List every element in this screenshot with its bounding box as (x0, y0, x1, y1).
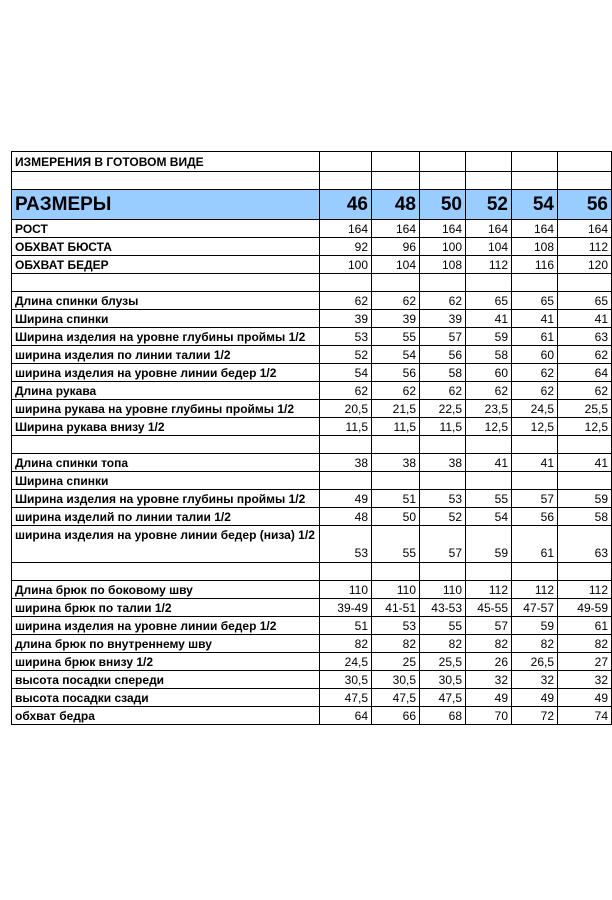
measurement-value: 61 (558, 617, 612, 635)
measurement-value: 63 (558, 526, 612, 563)
measurement-value: 41 (558, 310, 612, 328)
size-header-cell: 54 (512, 190, 558, 220)
measurement-value: 59 (558, 490, 612, 508)
measurement-value: 62 (512, 364, 558, 382)
measurement-value: 49 (558, 689, 612, 707)
measurement-value (558, 472, 612, 490)
measurement-value: 39 (320, 310, 372, 328)
size-header-cell: 52 (466, 190, 512, 220)
measurement-label: ширина рукава на уровне глубины проймы 1/2 (12, 400, 320, 418)
measurement-value: 55 (372, 526, 420, 563)
measurement-value: 62 (372, 292, 420, 310)
measurement-value: 62 (512, 382, 558, 400)
measurement-value: 49 (320, 490, 372, 508)
measurement-value: 112 (558, 238, 612, 256)
measurement-label: Ширина изделия на уровне глубины проймы 1/2 (12, 490, 320, 508)
measurement-label: ширина изделия на уровне линии бедер 1/2 (12, 364, 320, 382)
measurement-value: 108 (512, 238, 558, 256)
measurement-value: 60 (512, 346, 558, 364)
measurement-value (320, 472, 372, 490)
measurement-value: 57 (420, 328, 466, 346)
measurement-value: 49-59 (558, 599, 612, 617)
measurement-value: 62 (320, 292, 372, 310)
measurement-value: 65 (466, 292, 512, 310)
measurement-value: 25,5 (420, 653, 466, 671)
measurement-row (12, 256, 612, 274)
measurement-label: Ширина спинки (12, 472, 320, 490)
measurement-value: 11,5 (372, 418, 420, 436)
measurement-value: 100 (320, 256, 372, 274)
measurement-row (12, 707, 612, 725)
measurement-value: 51 (372, 490, 420, 508)
measurement-value: 164 (466, 220, 512, 238)
measurement-value: 27 (558, 653, 612, 671)
measurement-value: 49 (466, 689, 512, 707)
measurement-value: 54 (320, 364, 372, 382)
measurement-value: 64 (320, 707, 372, 725)
measurement-value: 164 (512, 220, 558, 238)
measurement-value: 72 (512, 707, 558, 725)
measurement-label: высота посадки спереди (12, 671, 320, 689)
measurement-row (12, 292, 612, 310)
measurement-value: 60 (466, 364, 512, 382)
measurement-value: 11,5 (420, 418, 466, 436)
measurement-row (12, 418, 612, 436)
measurement-label: ширина изделия на уровне линии бедер 1/2 (12, 617, 320, 635)
measurement-value: 63 (558, 328, 612, 346)
measurement-value: 20,5 (320, 400, 372, 418)
measurement-value: 56 (420, 346, 466, 364)
measurement-value: 47,5 (320, 689, 372, 707)
measurement-value: 104 (466, 238, 512, 256)
measurement-value: 47,5 (420, 689, 466, 707)
measurement-value: 23,5 (466, 400, 512, 418)
measurement-value: 41 (558, 454, 612, 472)
measurement-row (12, 635, 612, 653)
measurement-value: 164 (420, 220, 466, 238)
measurement-value: 54 (372, 346, 420, 364)
measurement-value: 45-55 (466, 599, 512, 617)
measurement-value: 58 (420, 364, 466, 382)
measurement-value: 51 (320, 617, 372, 635)
measurement-value: 116 (512, 256, 558, 274)
measurement-value: 108 (420, 256, 466, 274)
measurement-label: ОБХВАТ БЕДЕР (12, 256, 320, 274)
measurement-value: 61 (512, 328, 558, 346)
blank-row (12, 563, 612, 581)
measurement-label: обхват бедра (12, 707, 320, 725)
measurement-value: 110 (372, 581, 420, 599)
measurement-value: 164 (558, 220, 612, 238)
measurement-label: Длина рукава (12, 382, 320, 400)
measurement-value: 82 (372, 635, 420, 653)
measurement-value: 32 (558, 671, 612, 689)
measurement-label: ширина изделия на уровне линии бедер (низа) 1/2 (12, 526, 320, 563)
measurement-value: 43-53 (420, 599, 466, 617)
sizes-header-row (12, 190, 612, 220)
measurement-label: ширина изделия по линии талии 1/2 (12, 346, 320, 364)
measurement-label: Ширина спинки (12, 310, 320, 328)
measurement-value: 54 (466, 508, 512, 526)
measurement-value: 58 (466, 346, 512, 364)
measurement-row (12, 400, 612, 418)
measurement-value: 47,5 (372, 689, 420, 707)
measurement-row (12, 581, 612, 599)
measurement-label: Длина брюк по боковому шву (12, 581, 320, 599)
measurement-label: ширина брюк внизу 1/2 (12, 653, 320, 671)
measurement-value: 74 (558, 707, 612, 725)
measurement-value: 62 (372, 382, 420, 400)
measurement-value: 41 (512, 454, 558, 472)
measurement-value: 64 (558, 364, 612, 382)
measurement-value: 57 (466, 617, 512, 635)
measurement-label: длина брюк по внутреннему шву (12, 635, 320, 653)
measurement-value: 120 (558, 256, 612, 274)
measurement-value: 25 (372, 653, 420, 671)
measurement-value: 62 (558, 346, 612, 364)
measurement-value: 25,5 (558, 400, 612, 418)
measurement-row (12, 526, 612, 563)
measurement-value: 30,5 (420, 671, 466, 689)
measurement-value: 66 (372, 707, 420, 725)
measurement-row (12, 617, 612, 635)
table-title: ИЗМЕРЕНИЯ В ГОТОВОМ ВИДЕ (12, 152, 320, 172)
measurement-value: 12,5 (558, 418, 612, 436)
size-chart-table (11, 151, 612, 725)
measurement-value: 65 (512, 292, 558, 310)
measurement-value: 82 (512, 635, 558, 653)
measurement-value: 39 (420, 310, 466, 328)
measurement-value: 12,5 (512, 418, 558, 436)
measurement-value: 110 (420, 581, 466, 599)
measurement-value: 12,5 (466, 418, 512, 436)
measurement-row (12, 454, 612, 472)
measurement-value: 38 (320, 454, 372, 472)
measurement-value: 110 (320, 581, 372, 599)
measurement-value: 41 (466, 454, 512, 472)
measurement-value: 96 (372, 238, 420, 256)
title-row (12, 152, 612, 172)
measurement-value: 100 (420, 238, 466, 256)
measurement-value: 68 (420, 707, 466, 725)
measurement-value: 30,5 (372, 671, 420, 689)
measurement-value: 21,5 (372, 400, 420, 418)
measurement-value: 38 (372, 454, 420, 472)
measurement-value: 82 (466, 635, 512, 653)
measurement-value: 59 (466, 526, 512, 563)
measurement-value: 55 (372, 328, 420, 346)
measurement-value: 53 (320, 328, 372, 346)
measurement-value: 50 (372, 508, 420, 526)
measurement-value: 104 (372, 256, 420, 274)
measurement-row (12, 653, 612, 671)
measurement-value: 112 (558, 581, 612, 599)
measurement-value: 61 (512, 526, 558, 563)
measurement-label: ширина изделий по линии талии 1/2 (12, 508, 320, 526)
measurement-label: Длина спинки блузы (12, 292, 320, 310)
measurement-value: 26 (466, 653, 512, 671)
measurement-value (512, 472, 558, 490)
measurement-row (12, 599, 612, 617)
measurement-value: 52 (320, 346, 372, 364)
measurement-value: 70 (466, 707, 512, 725)
measurement-value: 41-51 (372, 599, 420, 617)
measurement-value (420, 472, 466, 490)
measurement-value: 62 (320, 382, 372, 400)
measurement-row (12, 671, 612, 689)
measurement-label: ширина брюк по талии 1/2 (12, 599, 320, 617)
measurement-value: 112 (466, 256, 512, 274)
measurement-value: 41 (512, 310, 558, 328)
measurement-value: 57 (512, 490, 558, 508)
measurement-row (12, 328, 612, 346)
measurement-value: 30,5 (320, 671, 372, 689)
measurement-row (12, 472, 612, 490)
measurement-value: 52 (420, 508, 466, 526)
measurement-value: 55 (420, 617, 466, 635)
measurement-value: 164 (372, 220, 420, 238)
size-header-cell: 48 (372, 190, 420, 220)
measurement-value: 112 (512, 581, 558, 599)
measurement-value: 24,5 (512, 400, 558, 418)
measurement-row (12, 220, 612, 238)
measurement-row (12, 346, 612, 364)
measurement-value: 62 (420, 382, 466, 400)
measurement-value: 11,5 (320, 418, 372, 436)
measurement-value: 53 (320, 526, 372, 563)
measurement-value: 48 (320, 508, 372, 526)
measurement-value: 164 (320, 220, 372, 238)
measurement-label: Ширина изделия на уровне глубины проймы 1/2 (12, 328, 320, 346)
measurement-value: 22,5 (420, 400, 466, 418)
measurement-value: 56 (512, 508, 558, 526)
measurement-value: 59 (512, 617, 558, 635)
measurement-row (12, 508, 612, 526)
measurement-value: 38 (420, 454, 466, 472)
measurement-value: 59 (466, 328, 512, 346)
measurement-label: РОСТ (12, 220, 320, 238)
measurement-value: 92 (320, 238, 372, 256)
measurement-value: 58 (558, 508, 612, 526)
measurement-value: 41 (466, 310, 512, 328)
measurement-value: 53 (420, 490, 466, 508)
measurement-value: 57 (420, 526, 466, 563)
measurement-label: Длина спинки топа (12, 454, 320, 472)
measurement-value: 56 (372, 364, 420, 382)
measurement-value: 39 (372, 310, 420, 328)
measurement-value: 82 (558, 635, 612, 653)
measurement-value: 82 (320, 635, 372, 653)
measurement-value: 53 (372, 617, 420, 635)
measurement-value (372, 472, 420, 490)
measurement-value: 24,5 (320, 653, 372, 671)
measurement-value: 39-49 (320, 599, 372, 617)
measurement-value: 49 (512, 689, 558, 707)
measurement-value: 112 (466, 581, 512, 599)
measurement-row (12, 382, 612, 400)
blank-row (12, 436, 612, 454)
measurement-label: ОБХВАТ БЮСТА (12, 238, 320, 256)
measurement-row (12, 490, 612, 508)
measurement-value: 62 (558, 382, 612, 400)
measurement-value: 47-57 (512, 599, 558, 617)
measurement-value: 82 (420, 635, 466, 653)
size-header-cell: 46 (320, 190, 372, 220)
measurement-value: 62 (420, 292, 466, 310)
measurement-label: высота посадки сзади (12, 689, 320, 707)
measurement-value: 26,5 (512, 653, 558, 671)
blank-row (12, 172, 612, 190)
blank-row (12, 274, 612, 292)
measurement-value (466, 472, 512, 490)
measurement-value: 32 (466, 671, 512, 689)
measurement-row (12, 310, 612, 328)
measurement-value: 32 (512, 671, 558, 689)
measurement-row (12, 364, 612, 382)
measurement-value: 55 (466, 490, 512, 508)
measurement-label: Ширина рукава внизу 1/2 (12, 418, 320, 436)
size-header-cell: 56 (558, 190, 612, 220)
measurement-row (12, 238, 612, 256)
measurement-value: 62 (466, 382, 512, 400)
measurement-row (12, 689, 612, 707)
size-header-cell: 50 (420, 190, 466, 220)
measurement-value: 65 (558, 292, 612, 310)
sizes-header-label: РАЗМЕРЫ (12, 190, 320, 220)
